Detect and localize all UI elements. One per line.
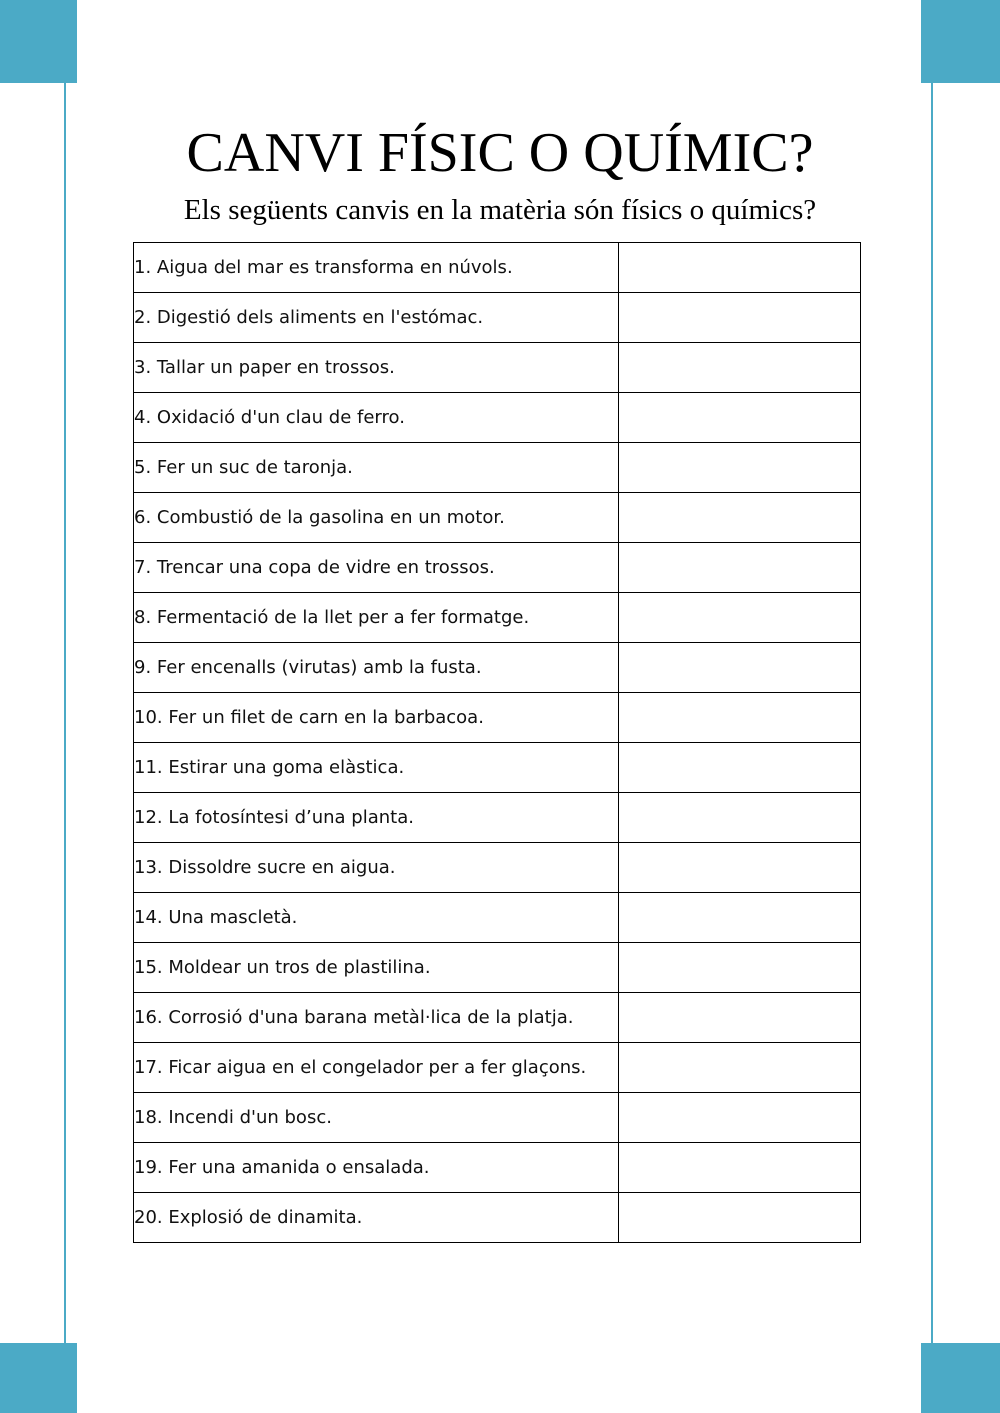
table-row	[134, 1043, 861, 1093]
page-title: CANVI FÍSIC O QUÍMIC?	[186, 122, 814, 184]
statement-cell: 9. Fer encenalls (virutas) amb la fusta.	[134, 643, 619, 693]
answer-cell[interactable]	[619, 1193, 861, 1243]
statement-cell: 2. Digestió dels aliments en l'estómac.	[134, 293, 619, 343]
table-row	[134, 343, 861, 393]
statement-cell: 18. Incendi d'un bosc.	[134, 1093, 619, 1143]
table-row	[134, 943, 861, 993]
answer-cell[interactable]	[619, 243, 861, 293]
answer-cell[interactable]	[619, 393, 861, 443]
answer-cell[interactable]	[619, 743, 861, 793]
answer-cell[interactable]	[619, 293, 861, 343]
statement-cell: 5. Fer un suc de taronja.	[134, 443, 619, 493]
table-row	[134, 493, 861, 543]
answer-cell[interactable]	[619, 593, 861, 643]
table-row	[134, 593, 861, 643]
table-row	[134, 793, 861, 843]
table-row	[134, 1143, 861, 1193]
statement-cell: 8. Fermentació de la llet per a fer formatge.	[134, 593, 619, 643]
statement-cell: 1. Aigua del mar es transforma en núvols.	[134, 243, 619, 293]
table-row	[134, 393, 861, 443]
statement-cell: 20. Explosió de dinamita.	[134, 1193, 619, 1243]
answer-cell[interactable]	[619, 843, 861, 893]
answer-cell[interactable]	[619, 493, 861, 543]
table-row	[134, 543, 861, 593]
answer-cell[interactable]	[619, 1043, 861, 1093]
table-row	[134, 243, 861, 293]
statement-cell: 14. Una mascletà.	[134, 893, 619, 943]
table-row	[134, 893, 861, 943]
answer-cell[interactable]	[619, 643, 861, 693]
statement-cell: 16. Corrosió d'una barana metàl·lica de la platja.	[134, 993, 619, 1043]
table-row	[134, 293, 861, 343]
statement-cell: 4. Oxidació d'un clau de ferro.	[134, 393, 619, 443]
table-row	[134, 1093, 861, 1143]
statement-cell: 19. Fer una amanida o ensalada.	[134, 1143, 619, 1193]
statement-cell: 17. Ficar aigua en el congelador per a fer glaçons.	[134, 1043, 619, 1093]
answer-cell[interactable]	[619, 543, 861, 593]
statement-cell: 12. La fotosíntesi d’una planta.	[134, 793, 619, 843]
statement-cell: 7. Trencar una copa de vidre en trossos.	[134, 543, 619, 593]
table-row	[134, 443, 861, 493]
statement-cell: 13. Dissoldre sucre en aigua.	[134, 843, 619, 893]
answer-cell[interactable]	[619, 1143, 861, 1193]
answer-cell[interactable]	[619, 443, 861, 493]
answer-cell[interactable]	[619, 693, 861, 743]
answer-cell[interactable]	[619, 993, 861, 1043]
answer-cell[interactable]	[619, 343, 861, 393]
table-row	[134, 1193, 861, 1243]
statement-cell: 15. Moldear un tros de plastilina.	[134, 943, 619, 993]
answer-cell[interactable]	[619, 1093, 861, 1143]
table-row	[134, 693, 861, 743]
exercise-table	[133, 242, 861, 1243]
answer-cell[interactable]	[619, 893, 861, 943]
table-row	[134, 743, 861, 793]
answer-cell[interactable]	[619, 793, 861, 843]
table-row	[134, 993, 861, 1043]
statement-cell: 3. Tallar un paper en trossos.	[134, 343, 619, 393]
table-row	[134, 643, 861, 693]
statement-cell: 11. Estirar una goma elàstica.	[134, 743, 619, 793]
page-subtitle: Els següents canvis en la matèria són físics o químics?	[183, 194, 817, 226]
statement-cell: 6. Combustió de la gasolina en un motor.	[134, 493, 619, 543]
answer-cell[interactable]	[619, 943, 861, 993]
statement-cell: 10. Fer un filet de carn en la barbacoa.	[134, 693, 619, 743]
table-row	[134, 843, 861, 893]
